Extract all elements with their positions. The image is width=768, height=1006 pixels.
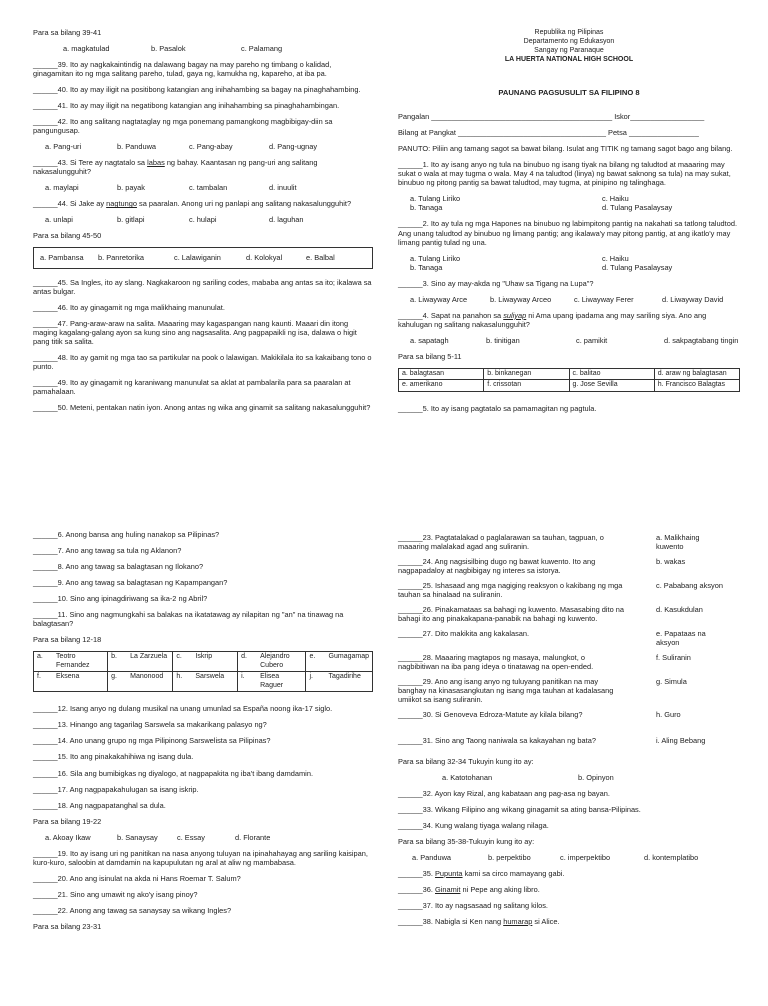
choice: b. perpektibo	[488, 852, 531, 862]
choice: d. Liwayway David	[662, 294, 724, 304]
table-cell: Teotro Fernandez	[53, 652, 108, 672]
table-cell: b.	[108, 652, 128, 672]
table-cell: c. balitao	[569, 368, 654, 380]
question-37: ______37. Ito ay nagsasaad ng salitang kilos.	[398, 900, 548, 910]
question-34: ______34. Kung walang tiyaga walang nilaga.	[398, 820, 549, 830]
match-choice: e. Papataas na aksyon	[656, 629, 706, 648]
question-41: ______41. Ito ay may iligit na negatibong katangian ang inihahambing sa pinaghahambingan.	[33, 101, 340, 111]
question-32: ______32. Ayon kay Rizal, ang kabataan ang pag-asa ng bayan.	[398, 788, 610, 798]
choice: d. Tulang Pasalaysay	[602, 262, 673, 272]
choice: a. maylapi	[45, 183, 79, 193]
question-44	[33, 199, 373, 208]
question-12: ______12. Isang anyo ng dulang musikal na unang umunlad sa España noong ika-17 siglo.	[33, 704, 333, 714]
question-14: ______14. Ano unang grupo ng mga Pilipinong Sarswelista sa Pilipinas?	[33, 736, 271, 746]
choice: d. Kolokyal	[246, 253, 283, 263]
header	[398, 28, 740, 64]
match-row	[398, 677, 740, 704]
question-28: ______28. Maaaring magtapos ng masaya, malungkot, o nagbibitiwan na iba pang ideya o tinatawag na open-ended.	[398, 653, 594, 672]
question-50: ______50. Meteni, pentakan natin iyon. Anong antas ng wika ang ginamit sa salitang nakasalungguhit?	[33, 402, 371, 412]
choice: b. gitlapi	[117, 215, 145, 225]
table-cell: f. crissotan	[484, 380, 569, 392]
match-row	[398, 605, 740, 623]
table-cell: e. amerikano	[399, 380, 484, 392]
table-cell: c.	[173, 652, 193, 672]
underlined-word: Pupunta	[435, 868, 463, 878]
match-row	[398, 533, 740, 551]
choices-1	[398, 194, 740, 212]
range-label: Para sa bilang 19-22	[33, 816, 102, 826]
table-cell: h. Francisco Balagtas	[654, 380, 739, 392]
choice: a. Pang-uri	[45, 142, 82, 152]
bottom-left-section	[33, 530, 373, 938]
choice: b. Liwayway Arceo	[490, 294, 552, 304]
match-choice: h. Guro	[656, 710, 681, 720]
table-cell: Tagadirihe	[326, 672, 373, 692]
table-cell: Sarswela	[192, 672, 237, 692]
match-choice: c. Pababang aksyon	[656, 581, 723, 591]
choices-2	[398, 254, 740, 272]
choice: a. sapatagh	[410, 335, 449, 345]
choice: b. Tanaga	[410, 262, 443, 272]
question-6: ______6. Anong bansa ang huling nanakop sa Pilipinas?	[33, 530, 220, 539]
question-31: ______31. Sino ang Taong naniwala sa kakayahan ng bata?	[398, 735, 596, 745]
underlined-word: Ginamit	[435, 884, 461, 894]
question-20: ______20. Ano ang isinulat na akda ni Hans Roemar T. Salum?	[33, 873, 241, 883]
question-29: ______29. Ano ang isang anyo ng tuluyang panitikan na may banghay na kinasasangkutan ng isang mga tauhan at kadalasang umiikot sa isang suliranin.	[398, 677, 614, 705]
instructions: PANUTO: Piliin ang tamang sagot sa bawat bilang. Isulat ang TITIK ng tamang sagot bago ang bilang.	[398, 144, 733, 154]
match-row	[398, 736, 740, 745]
choices-32	[398, 773, 740, 782]
table-row	[34, 652, 373, 672]
question-2: ______2. Ito ay tula ng mga Hapones na binubuo ng labimpitong pantig na nakahati sa tatlong taludtod. Ang unang taludtod ay binubuo ng limang pantig; ang ikalawa'y may pitong pantig, at ang ikatlo'y may limang pantig tulad ng una.	[398, 219, 737, 247]
exam-title: PAUNANG PAGSUSULIT SA FILIPINO 8	[498, 88, 640, 98]
match-choice: i. Aling Bebang	[656, 735, 706, 745]
table-cell: g.	[108, 672, 128, 692]
choices-4	[398, 336, 740, 345]
table-cell: Elisea Raguer	[257, 672, 306, 692]
choice: b. Tanaga	[410, 203, 443, 213]
choices-35	[398, 853, 740, 862]
question-15: ______15. Ito ang pinakakahihiwa ng isang dula.	[33, 752, 194, 762]
question-text: ______35.	[398, 868, 435, 878]
table-cell: f.	[34, 672, 54, 692]
question-8: ______8. Ano ang tawag sa balagtasan ng Ilokano?	[33, 562, 204, 572]
question-3: ______3. Sino ay may-akda ng "Uhaw sa Tigang na Lupa"?	[398, 278, 594, 288]
choice: c. Haiku	[602, 194, 629, 204]
question-39: ______39. Ito ay nagkakaintindig na dalawang bagay na may pareho ng timbang o kalidad, ginagamitan ito ng mga salitang pareho, tulad, gaya ng, kamukha ng, kapareho, at iba pa.	[33, 60, 332, 79]
question-30: ______30. Si Genoveva Edroza-Matute ay kilala bilang?	[398, 710, 583, 720]
question-42: ______42. Ito ang salitang nagtataglay ng mga ponemang pamangkong magbibigay-diin sa pangungusap.	[33, 117, 333, 136]
question-35	[398, 869, 740, 878]
table-cell: Eksena	[53, 672, 108, 692]
question-46: ______46. Ito ay ginagamit ng mga malikhaing manunulat.	[33, 302, 225, 312]
question-5: ______5. Ito ay isang pagtatalo sa pamamagitan ng pagtula.	[398, 403, 597, 413]
choice: d. Tulang Pasalaysay	[602, 203, 673, 213]
match-row	[398, 653, 740, 671]
choice: d. inuulit	[269, 183, 297, 193]
range-label: Para sa bilang 32-34 Tukuyin kung ito ay:	[398, 756, 534, 766]
question-36	[398, 885, 740, 894]
table-cell: d.	[238, 652, 258, 672]
underlined-word: suliyap	[503, 310, 527, 320]
question-38	[398, 917, 740, 926]
choice: a. Pambansa	[40, 253, 84, 263]
range-label: Para sa bilang 23-31	[33, 921, 102, 931]
match-row	[398, 581, 740, 599]
match-row	[398, 710, 740, 719]
choice: c. Palamang	[241, 44, 283, 54]
choice: c. tambalan	[189, 183, 228, 193]
question-text: sa paaralan. Anong uri ng panlapi ang salitang nakasalungguhit?	[136, 199, 352, 209]
question-25: ______25. Ishasaad ang mga nagiging reaksyon o kakibang ng mga tauhan sa hinalaad na suliranin.	[398, 581, 623, 600]
choice: d. laguhan	[269, 215, 304, 225]
question-27: ______27. Dito makikita ang kakalasan.	[398, 629, 530, 639]
question-text: si Alice.	[532, 916, 560, 926]
table-row	[34, 672, 373, 692]
table-cell: j.	[306, 672, 326, 692]
question-16: ______16. Sila ang bumibigkas ng diyalogo, at nagpapakita ng iba't ibang damdamin.	[33, 768, 313, 778]
grade-line: Bilang at Pangkat ____________________________________ Petsa _________________	[398, 128, 699, 138]
table-cell: Alejandro Cubero	[257, 652, 306, 672]
match-choice: f. Suliranin	[656, 653, 691, 663]
table-cell: h.	[173, 672, 193, 692]
question-22: ______22. Anong ang tawag sa sanaysay sa wikang Ingles?	[33, 905, 232, 915]
question-text: ______4. Sapat na panahon sa	[398, 310, 504, 320]
match-row	[398, 557, 740, 575]
header-line: Sangay ng Paranaque	[534, 47, 604, 55]
question-text: ni Ama upang ipadama ang may sariling siya. Ano ang kahulugan ng salitang nakasalungguhit?	[398, 310, 707, 329]
bottom-right-section	[398, 533, 740, 933]
choice: b. Panduwa	[117, 142, 157, 152]
top-right-section	[398, 28, 740, 420]
match-choice: a. Malikhaing kuwento	[656, 533, 700, 552]
question-text: kami sa circo mamayang gabi.	[462, 868, 565, 878]
table-cell: g. Jose Sevilla	[569, 380, 654, 392]
range-label: Para sa bilang 35-38-Tukuyin kung ito ay:	[398, 836, 535, 846]
table-row	[399, 380, 740, 392]
table-cell: Gumagamap	[326, 652, 373, 672]
choices-box-45	[33, 247, 373, 268]
choice: d. sakpagtabang tingin	[664, 335, 739, 345]
question-text: ______44. Si Jake ay	[33, 199, 107, 209]
choice: c. Lalawiganin	[174, 253, 221, 263]
question-47: ______47. Pang-araw-araw na salita. Maaaring may kagaspangan nang kaunti. Maaari din itong maging kagalang-galang ayon sa kung sino ang nagsasalita. Ang pagpapaikli ng isa, dalawa o higit pang titik sa salita.	[33, 318, 357, 346]
choice: b. Sanaysay	[117, 832, 158, 842]
question-9: ______9. Ano ang tawag sa balagtasan ng Kapampangan?	[33, 578, 228, 588]
choice: d. kontemplatibo	[644, 852, 699, 862]
question-24: ______24. Ang nagsisilbing dugo ng bawat kuwento. Ito ang nagpapadaloy at nagbibigay ng interes sa istorya.	[398, 557, 596, 576]
question-48: ______48. Ito ay gamit ng mga tao sa partikular na pook o lalawigan. Makikilala ito sa kakaibang tono o punto.	[33, 352, 372, 371]
range-label: Para sa bilang 45-50	[33, 231, 102, 241]
range-label: Para sa bilang 39-41	[33, 28, 102, 37]
choice: b. Panretorika	[98, 253, 145, 263]
question-45: ______45. Sa Ingles, ito ay slang. Nagkakaroon ng sariling codes, mababa ang antas sa ito; ikalawa sa antas bulgar.	[33, 277, 372, 296]
top-left-section	[33, 28, 373, 419]
question-text: ______38. Nabigla si Ken nang	[398, 916, 504, 926]
question-49: ______49. Ito ay ginagamit ng karaniwang manunulat sa aklat at pambalarila para sa paaralan at pamahalaan.	[33, 377, 351, 396]
table-cell: Manonood	[127, 672, 173, 692]
name-line: Pangalan ____________________________________________ Iskor__________________	[398, 112, 705, 122]
table-cell: a. balagtasan	[399, 368, 484, 380]
choices-19	[33, 833, 373, 842]
underlined-word: humarap	[503, 916, 533, 926]
question-21: ______21. Sino ang umawit ng ako'y isang pinoy?	[33, 889, 198, 899]
underlined-word: labas	[147, 158, 165, 168]
question-1: ______1. Ito ay isang anyo ng tula na binubuo ng isang tiyak na bilang ng taludtod at maaaring may sukat o wala at may tugma o wala. May 4 na taludtod (linya) ng bawat saknong sa tula) na may sukat, binubuo ng pitong pantig sa bawat taludtod, may tugma, at pinipino ng talinghaga.	[398, 160, 731, 188]
match-choice: b. wakas	[656, 557, 686, 567]
choice: a. Liwayway Arce	[410, 294, 468, 304]
choice: c. Pang-abay	[189, 142, 233, 152]
question-text: ni Pepe ang aking libro.	[460, 884, 540, 894]
choice: c. pamikit	[576, 335, 608, 345]
table-cell: d. araw ng balagtasan	[654, 368, 739, 380]
question-17: ______17. Ang nagpapakahulugan sa isang iskrip.	[33, 784, 199, 794]
choice: c. Liwayway Ferer	[574, 294, 634, 304]
choice: b. payak	[117, 183, 145, 193]
question-4	[398, 311, 740, 329]
choice: c. Haiku	[602, 253, 629, 263]
choices-table-12	[33, 651, 373, 692]
choice: c. hulapi	[189, 215, 217, 225]
question-19: ______19. Ito ay isang uri ng panitikan na nasa anyong tuluyan na ipinahahayag ang sariling kaisipan, kuro-kuro, saloobin at damdamin na kapupulutan ng aral at aliw ng mambabasa.	[33, 848, 368, 867]
question-7: ______7. Ano ang tawag sa tula ng Aklanon?	[33, 546, 182, 556]
choices-43	[33, 183, 373, 192]
choice: c. imperpektibo	[560, 852, 611, 862]
question-11: ______11. Sino ang nagmungkahi sa balakas na ikatatawag ay nilapitan ng "an" na tinawag na balagtasan?	[33, 610, 344, 629]
choice: a. Tulang Liriko	[410, 194, 461, 204]
table-cell: La Zarzuela	[127, 652, 173, 672]
table-cell: Iskrip	[192, 652, 237, 672]
table-cell: e.	[306, 652, 326, 672]
choices-44	[33, 215, 373, 224]
question-10: ______10. Sino ang ipinagdiriwang sa ika-2 ng Abril?	[33, 594, 208, 604]
question-13: ______13. Hinango ang tagarilag Sarswela sa makarikang palasyo ng?	[33, 720, 267, 730]
table-cell: i.	[238, 672, 258, 692]
choice: a. Akoay Ikaw	[45, 832, 91, 842]
question-text: ______36.	[398, 884, 435, 894]
range-label: Para sa bilang 5-11	[398, 351, 462, 361]
choices-3	[398, 295, 740, 304]
match-row	[398, 629, 740, 647]
match-choice: d. Kasukdulan	[656, 605, 703, 615]
choice: a. magkatulad	[63, 44, 110, 54]
question-26: ______26. Pinakamataas sa bahagi ng kuwento. Masasabing dito na bahagi ito ang pinakakapana-panabik na bahagi ng kuwento.	[398, 605, 624, 624]
choice: e. Balbal	[306, 253, 335, 263]
choice: a. Panduwa	[412, 852, 452, 862]
underlined-word: nagtungo	[106, 199, 137, 209]
choice: a. Tulang Liriko	[410, 253, 461, 263]
choices-table-5	[398, 368, 740, 392]
header-line: Departamento ng Edukasyon	[523, 38, 615, 46]
question-40: ______40. Ito ay may iligit na positibong katangian ang inihahambing sa bagay na pinaghahambing.	[33, 85, 361, 95]
table-cell: a.	[34, 652, 54, 672]
question-33: ______33. Wikang Filipino ang wikang ginagamit sa ating bansa-Pilipinas.	[398, 804, 641, 814]
choice: b. Pasalok	[151, 44, 186, 54]
question-23: ______23. Pagtatalakad o paglalarawan sa tauhan, tagpuan, o maaaring malalakad agad ang suliranin.	[398, 533, 604, 552]
question-text: ______43. Si Tere ay nagtatalo sa	[33, 158, 148, 168]
table-row	[399, 368, 740, 380]
choice: d. Florante	[235, 832, 271, 842]
choice: b. tinitigan	[486, 335, 520, 345]
choices-42	[33, 142, 373, 151]
choice: d. Pang-ugnay	[269, 142, 318, 152]
range-label: Para sa bilang 12-18	[33, 635, 102, 645]
school-name: LA HUERTA NATIONAL HIGH SCHOOL	[504, 56, 634, 64]
table-cell: b. binkanegan	[484, 368, 569, 380]
question-text: ng bahay. Kaantasan ng pang-uri ang salitang nakasalungguhit?	[33, 158, 318, 177]
question-43	[33, 158, 373, 176]
choice: a. Katotohanan	[442, 772, 493, 782]
choices-39	[33, 44, 373, 53]
choice: a. unlapi	[45, 215, 73, 225]
header-line: Republika ng Pilipinas	[534, 29, 604, 36]
choice: c. Essay	[177, 832, 205, 842]
question-18: ______18. Ang nagpapatanghal sa dula.	[33, 800, 166, 810]
match-choice: g. Simula	[656, 677, 687, 687]
choice: b. Opinyon	[578, 772, 614, 782]
